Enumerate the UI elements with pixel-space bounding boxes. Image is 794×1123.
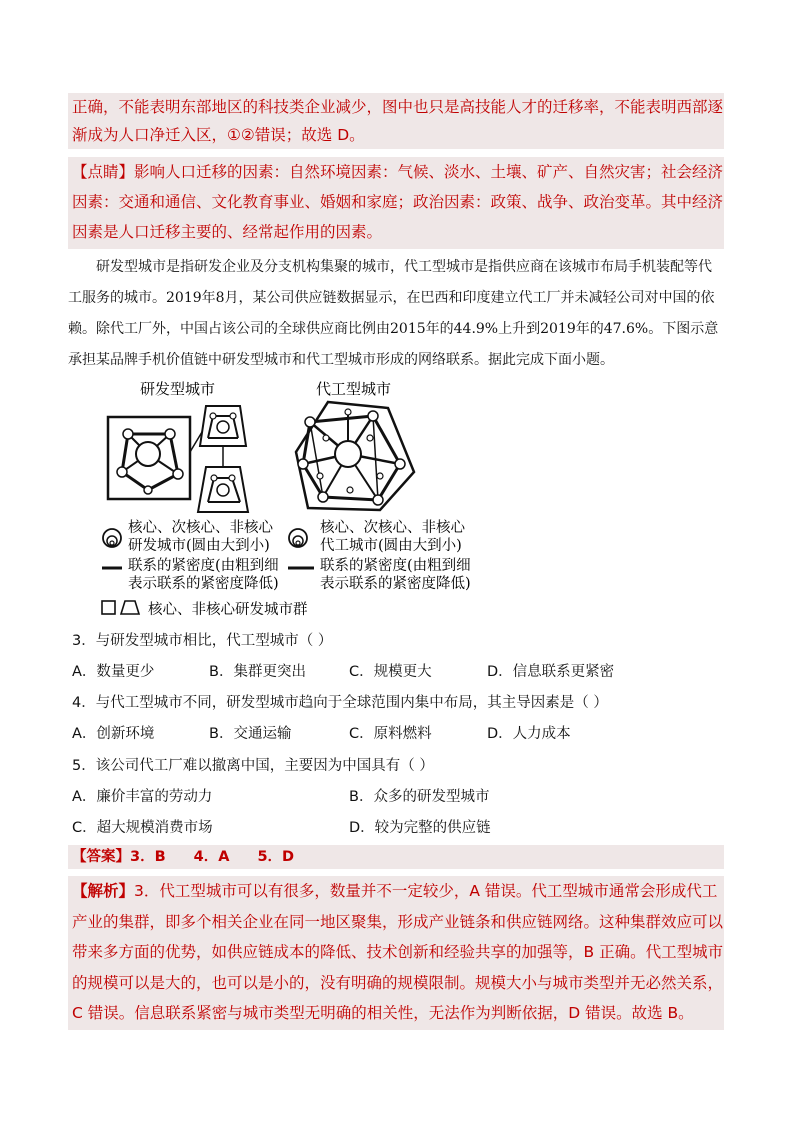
intro-text: 研发型城市是指研发企业及分支机构集聚的城市，代工型城市是指供应商在该城市布局手机装配等代工服务的城市。2019年8月，某公司供应链数据显示，在巴西和印度建立代工厂并未减轻公司对中国的依赖。除代工厂外，中国占该公司的全球供应商比例由2015年的44.9%上升到2019年的47.6%。下图示意承担某品牌手机价值链中研发型城市和代工型城市形成的网络联系。据此完成下面小题。: [68, 259, 719, 368]
question-3-stem: 3．与研发型城市相比，代工型城市（ ）: [72, 633, 333, 649]
tip-paragraph: [68, 157, 724, 247]
question-4-option-d[interactable]: D．人力成本: [487, 726, 571, 742]
legend-research-line2: 研发城市(圆由大到小): [128, 538, 270, 554]
question-3-option-a[interactable]: A．数量更少: [72, 664, 155, 680]
city-network-figure: [98, 372, 498, 622]
question-5-option-a[interactable]: A．廉价丰富的劳动力: [72, 789, 213, 805]
question-4-option-a[interactable]: A．创新环境: [72, 726, 155, 742]
answer-item: 3．B: [130, 849, 166, 865]
tip-label: 【点睛】: [72, 163, 135, 181]
question-5-option-d[interactable]: D．较为完整的供应链: [349, 820, 491, 836]
legend-line-text4: 表示联系的紧密度降低): [320, 576, 471, 592]
legend-research-line1: 核心、次核心、非核心: [128, 520, 273, 536]
answer-item: 4．A: [193, 849, 230, 865]
analysis-paragraph: [68, 876, 724, 1029]
answer-item: 5．D: [257, 849, 295, 865]
legend-oem-line2: 代工城市(圆由大到小): [320, 538, 462, 554]
question-3-option-d[interactable]: D．信息联系更紧密: [487, 664, 615, 680]
analysis-label: 【解析】: [72, 882, 135, 900]
research-satellite-cluster-top: [200, 406, 246, 446]
answer-label: 【答案】: [72, 849, 130, 865]
analysis-text: 3．代工型城市可以有很多，数量并不一定较少，A 错误。代工型城市通常会形成代工产业的集群，即多个相关企业在同一地区聚集，形成产业链条和供应链网络。这种集群效应可以带来多方面的优势，如供应链成本的降低、技术创新和经验共享的加强等，B 正确。代工型城市的规模可以是大的，也可以是小的，没有明确的规模限制。规模大小与城市类型并无必然关系，C 错误。信息联系紧密与城市类型无明确的相关性，无法作为判断依据，D 错误。故选 B。: [72, 882, 724, 1022]
figure-title-oem: 代工型城市: [316, 380, 392, 398]
legend-group-text: 核心、非核心研发城市群: [148, 602, 308, 618]
legend-research-circles-icon: [103, 529, 121, 547]
question-4-option-b[interactable]: B．交通运输: [209, 726, 292, 742]
legend-oem-circles-icon: [289, 529, 307, 547]
legend-line-text3: 联系的紧密度(由粗到细: [320, 558, 471, 574]
question-3-option-b[interactable]: B．集群更突出: [209, 664, 306, 680]
legend-square-icon: [102, 601, 115, 614]
figure-title-research: 研发型城市: [140, 380, 216, 398]
answer-block: [68, 845, 724, 869]
question-4-stem: 4．与代工型城市不同，研发型城市趋向于全球范围内集中布局，其主导因素是（ ）: [72, 695, 608, 711]
previous-answer-text: 正确，不能表明东部地区的科技类企业减少，图中也只是高技能人才的迁移率，不能表明西部逐渐成为人口净迁入区，①②错误；故选 D。: [72, 98, 724, 144]
question-5-stem: 5．该公司代工厂难以撤离中国，主要因为中国具有（ ）: [72, 758, 434, 774]
material-intro: [68, 252, 724, 376]
research-core-cluster: [108, 417, 190, 499]
research-satellite-cluster-bottom: [198, 467, 248, 512]
legend-line-text2: 表示联系的紧密度降低): [128, 576, 279, 592]
legend-line-text1: 联系的紧密度(由粗到细: [128, 558, 279, 574]
legend-oem-line1: 核心、次核心、非核心: [320, 520, 465, 536]
question-5-option-c[interactable]: C．超大规模消费市场: [72, 820, 213, 836]
previous-answer-block: [68, 93, 724, 149]
analysis-block: [68, 876, 724, 1030]
oem-cluster: [296, 402, 414, 510]
question-3-option-c[interactable]: C．规模更大: [349, 664, 432, 680]
question-5-option-b[interactable]: B．众多的研发型城市: [349, 789, 490, 805]
tip-block: [68, 157, 724, 249]
question-4-option-c[interactable]: C．原料燃料: [349, 726, 432, 742]
legend-trapezoid-icon: [121, 601, 139, 614]
tip-text: 影响人口迁移的因素：自然环境因素：气候、淡水、土壤、矿产、自然灾害；社会经济因素：交通和通信、文化教育事业、婚姻和家庭；政治因素：政策、战争、政治变革。其中经济因素是人口迁移主要的、经常起作用的因素。: [72, 163, 724, 241]
